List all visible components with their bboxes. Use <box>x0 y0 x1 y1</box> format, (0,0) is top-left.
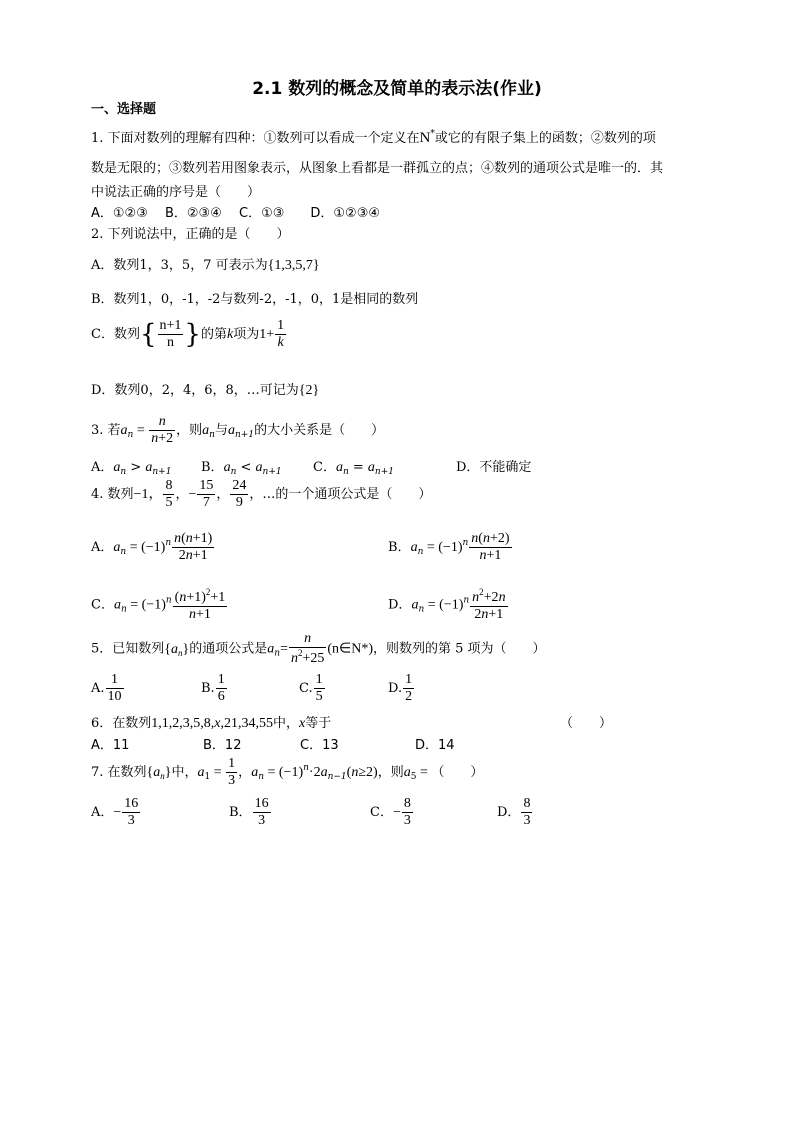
q1-text-b: 或它的有限子集上的函数；②数列的项 <box>434 131 656 146</box>
q2-a-text: A．数列1，3，5，7 可表示为 <box>91 258 268 273</box>
question-6-option-a: A．11 <box>91 738 130 753</box>
question-5-stem: 5．已知数列$\{a_n\}$的通项公式是$a_n=$ $\frac{n}{n^2+25}$ (n∈N*)，则数列的第 5 项为（ ） <box>91 631 546 667</box>
page-title: 2.1 数列的概念及简单的表示法(作业) <box>252 79 542 99</box>
q7-text: 7. 在数列 <box>91 765 147 781</box>
question-7-stem: 7. 在数列$\{a_n\}$中，$a_1$ = $\frac{1}{3}$ ，$a_n = (-1)^n\cdot 2a_{n-1}(n\ge 2)$，则$a_5$ = （ ） <box>91 756 484 789</box>
question-6-option-d: D．14 <box>415 738 455 753</box>
question-3-option-c: C．$a_n = a_{n+1}$ <box>313 460 394 477</box>
question-6-option-c: C．13 <box>300 738 339 753</box>
section-heading: 一、选择题 <box>91 102 157 117</box>
fraction: $\frac{n+1}{n}$ <box>159 318 182 351</box>
q5-b-label: B. <box>201 681 215 697</box>
q7-c-label: C． <box>370 805 393 821</box>
question-3-option-a: A．$a_n > a_{n+1}$ <box>91 460 172 477</box>
q3-text: 3. 若 <box>91 423 121 439</box>
q3-text-2: ，则 <box>176 423 203 439</box>
question-4-option-b: B．$a_n = (-1)^n$ $\frac{n(n+2)}{n+1}$ <box>388 531 510 564</box>
question-6-paren: （ ） <box>560 716 613 731</box>
q6-sequence-2: ,21,34,55 <box>220 716 273 731</box>
q2-c-text: C．数列 <box>91 327 140 343</box>
question-5-option-d: D. $\frac{1}{2}$ <box>388 672 413 705</box>
q6-text: 6．在数列 <box>91 716 152 731</box>
q3-text-3: 与 <box>214 423 228 439</box>
q3-a-label: A． <box>91 460 114 475</box>
natural-set-symbol: N <box>419 130 431 146</box>
q7-a-label: A． <box>91 805 114 821</box>
q4-a-label: A． <box>91 540 114 556</box>
question-2-option-c: C．数列{ $\frac{n+1}{n}$ }的第k项为1+ $\frac{1}{k}$ <box>91 318 285 351</box>
q2-c-text-3: 项为 <box>233 327 260 343</box>
question-3-option-d: D．不能确定 <box>456 460 532 475</box>
fraction: $\frac{1}{k}$ <box>277 318 285 351</box>
q3-b-label: B． <box>201 460 224 475</box>
question-5-option-b: B. $\frac{1}{6}$ <box>201 672 225 705</box>
q6-variable-2: x <box>299 716 306 731</box>
question-1-line-2: 数是无限的；③数列若用图象表示，从图象上看都是一群孤立的点；④数列的通项公式是唯一的．其 <box>91 161 664 176</box>
question-5-option-a: A. $\frac{1}{10}$ <box>91 672 122 705</box>
q5-d-label: D. <box>388 681 403 697</box>
question-1-line-1: 1. 下面对数列的理解有四种：①数列可以看成一个定义在N*或它的有限子集上的函数；②数列的项 <box>91 129 656 146</box>
q3-text-4: 的大小关系是（ ） <box>254 423 385 439</box>
question-1-line-3: 中说法正确的序号是（ ） <box>91 185 261 200</box>
q2-c-text-2: 的第 <box>200 327 227 343</box>
q4-d-label: D． <box>388 597 412 613</box>
q4-text-2: ，…的一个通项公式是（ ） <box>249 487 432 503</box>
q6-sequence: 1,1,2,3,5,8, <box>151 716 215 731</box>
q6-text-3: 等于 <box>305 716 332 731</box>
question-4-option-d: D．$a_n = (-1)^n$ $\frac{n^2+2n}{2n+1}$ <box>388 587 506 623</box>
question-3-stem: 3. 若$a_n$ = $\frac{n}{n+2}$ ，则$a_n$与$a_{n+1}$的大小关系是（ ） <box>91 414 385 447</box>
q5-text: 5．已知数列 <box>91 641 165 657</box>
q7-paren: （ ） <box>431 765 484 781</box>
question-4-option-a: A．$a_n = (-1)^n$ $\frac{n(n+1)}{2n+1}$ <box>91 531 213 564</box>
q2-d-text: D．数列0，2，4，6，8，…可记为 <box>91 383 299 398</box>
q4-b-label: B． <box>388 540 411 556</box>
q7-d-label: D． <box>497 805 521 821</box>
question-2-option-b: B．数列1，0，-1，-2与数列-2，-1，0，1是相同的数列 <box>91 292 419 307</box>
fraction: $\frac{n}{n+2}$ <box>151 414 174 447</box>
question-7-option-c: C．− $\frac{8}{3}$ <box>370 796 411 829</box>
question-4-stem: 4. 数列−1， $\frac{8}{5}$ ，− $\frac{15}{7}$ ， $\frac{24}{9}$ ，…的一个通项公式是（ ） <box>91 478 432 511</box>
q7-text-3: ，则 <box>377 765 404 781</box>
q7-b-label: B． <box>229 805 252 821</box>
question-7-option-b: B． $\frac{16}{3}$ <box>229 796 269 829</box>
q5-condition: (n∈N*) <box>327 641 374 657</box>
question-6-stem <box>91 712 331 732</box>
question-1-options: A．①②③ B．②③④ C．①③ D．①②③④ <box>91 206 381 221</box>
q1-text-a: 1. 下面对数列的理解有四种：①数列可以看成一个定义在 <box>91 131 420 146</box>
q5-text-2: 的通项公式是 <box>189 641 268 657</box>
q2-a-set: {1,3,5,7} <box>267 258 320 273</box>
q4-c-label: C． <box>91 597 114 613</box>
q5-c-label: C. <box>299 681 313 697</box>
question-7-option-d: D． $\frac{8}{3}$ <box>497 796 531 829</box>
question-2-option-a <box>91 254 320 274</box>
question-3-option-b: B．$a_n < a_{n+1}$ <box>201 460 282 477</box>
q5-text-3: ，则数列的第 5 项为（ ） <box>373 641 546 657</box>
question-4-option-c: C．$a_n = (-1)^n$ $\frac{(n+1)^2+1}{n+1}$ <box>91 587 226 623</box>
q4-text: 4. 数列 <box>91 487 134 503</box>
question-6-option-b: B．12 <box>203 738 242 753</box>
question-5-option-c: C. $\frac{1}{5}$ <box>299 672 323 705</box>
q6-variable: x <box>214 716 221 731</box>
q6-text-2: 中， <box>273 716 300 731</box>
q7-text-2: 中， <box>171 765 198 781</box>
q5-a-label: A. <box>91 681 105 697</box>
question-2-option-d <box>91 379 319 399</box>
q2-d-set: {2} <box>298 383 320 398</box>
q4-first-term: −1， <box>133 487 163 503</box>
q3-c-label: C． <box>313 460 336 475</box>
question-2-stem: 2. 下列说法中，正确的是（ ） <box>91 227 290 242</box>
question-7-option-a: A．− $\frac{16}{3}$ <box>91 796 139 829</box>
